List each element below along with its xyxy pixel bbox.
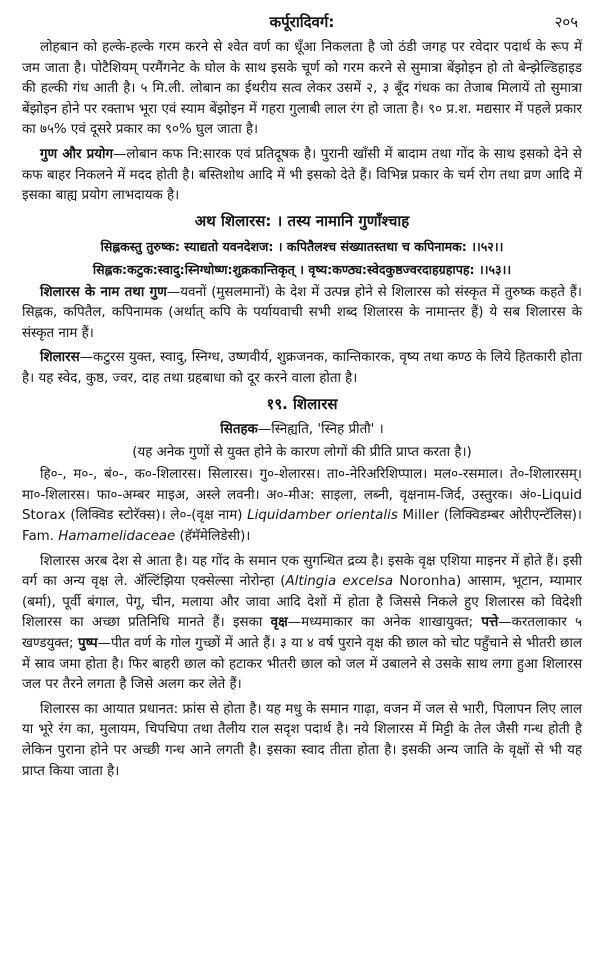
paragraph-import-properties: शिलारस का आयात प्रधानत: फ्रांस से होता है। यह मधु के समान गाढ़ा, वजन में जल से भारी, पिलापन लिए लाल या भूरे रंग का, मुलायम, चिपचिपा तथा तैलीय राल सदृश पदार्थ है। नये शिलारस में मिट्टी के तेल जैसी गन्ध होती है लेकिन पुराना होने पर अच्छी गन्ध आने लगती है। इसका स्वाद तीता होता है। इसकी अन्य जाति के वृक्षों से भी यह प्राप्त किया जाता है।	[22, 701, 582, 779]
label-leaves: पत्ते	[481, 615, 499, 631]
label-tree: वृक्ष	[270, 615, 288, 631]
paragraph-names-qualities	[22, 283, 582, 345]
paragraph-lead: गुण और प्रयोग	[40, 146, 113, 162]
etymology-lead: सितहक	[220, 422, 258, 438]
paragraph-lead: शिलारस	[40, 350, 80, 366]
text-run: हि०-, म०-, बं०-, क०-शिलारस। सिलारस। गु०-शेलारस। ता०-नेरिअरिशिप्पाल। मल०-रसमाल। ते०-शिलारसम्। मा०-शिलारस। फा०-अम्बर माइअ, अस्ले लवनी। अ०-मीअ: साइला, लब्नी, वृक्षनाम-जिर्द, उस्तुरक। अं०-Liquid Storax (लिक्विड स्टोरॅक्स)। ले०-(वृक्ष नाम)	[22, 467, 582, 524]
paragraph-lobaan-tests: लोहबान को हल्के-हल्के गरम करने से श्वेत वर्ण का धूँआ निकलता है जो ठंडी जगह पर रवेदार पदार्थ के रूप में जम जाता है। पोटैशियम् परमैंगनेट के घोल के साथ इसके चूर्ण को गरम करने से सुमात्रा बेंझोइन हो तो बेन्झेल्डिहाइड की हल्की गंध आती है। ५ मि.ली. लोबान का ईथरीय सत्व लेकर उसमें २, ३ बूँद गंधक का तेजाब मिलायें तो सुमात्रा बेंझोइन होने पर रक्ताभ भूरा एवं स्याम बेंझोइन में गहरा गुलाबी लाल रंग हो जाता है। ९० प्र.श. मद्यसार में पहले प्रकार का ७५% एवं दूसरे प्रकार का ९०% घुल जाता है।	[22, 40, 582, 138]
latin-name: Liquidamber orientalis	[247, 508, 398, 524]
section-heading-19: १९. शिलारस	[266, 394, 338, 413]
text-run: —करतलाकार ५ खण्डयुक्त;	[22, 615, 583, 652]
page-number: २०५	[554, 13, 578, 31]
section-heading-shilaras-names: अथ शिलारस: । तस्य नामानि गुणाँश्चाह	[194, 211, 410, 230]
text-run: (हॅमॅमेलिडेसी)।	[175, 529, 251, 545]
paragraph-origin-description	[22, 552, 582, 696]
paragraph-text: —कटुरस युक्त, स्वादु, स्निग्ध, उष्णवीर्य, शुक्रजनक, कान्तिकारक, वृष्य तथा कण्ठ के लिये हितकारी होता है। यह स्वेद, कुष्ठ, ज्वर, दाह तथा ग्रहबाधा को दूर करने वाला होता है।	[22, 350, 582, 386]
paragraph-properties-uses	[22, 145, 582, 207]
etymology-text: —स्निह्यति, 'स्निह प्रीतौ' ।	[257, 422, 384, 438]
verse-52: सिह्लकस्तु तुरुष्क: स्याद्यतो यवनदेशज: । कपितैलश्च संख्यातस्तथा च कपिनामक: ।।५२।।	[100, 239, 504, 255]
paragraph-shilaras-qualities	[22, 348, 582, 389]
text-run: —पीत वर्ण के गोल गुच्छों में आते हैं। ३ या ४ वर्ष पुराने वृक्ष की छाल को चोट पहुँचाने से भीतरी छाल में स्राव जमा होता है। फिर बाहरी छाल को हटाकर भीतरी छाल को जल में उबालने से उसके साथ लगा हुआ शिलारस जल पर तैरने लगता है जिसे अलग कर लेते हैं।	[22, 636, 582, 693]
text-run: शिलारस अरब देश से आता है। यह गोंद के समान एक सुगन्धित द्रव्य है। इसके वृक्ष एशिया माइनर में होते हैं। इसी वर्ग का अन्य वृक्ष ले. ॲल्टिंझिया एक्सेल्सा नोरोन्हा (	[22, 553, 582, 590]
text-run: —मध्यमाकार का अनेक शाखायुक्त;	[287, 615, 482, 631]
verse-53: सिह्लक:कटुक:स्वादु:स्निग्धोष्ण:शुक्रकान्तिकृत् । वृष्य:कण्ठ्य:स्वेदकुष्ठज्वरदाहग्रहापह: ।।५३।।	[92, 261, 512, 277]
etymology-note: (यह अनेक गुणों से युक्त होने के कारण लोगों की प्रीति प्राप्त करता है।)	[132, 444, 472, 460]
label-flowers: पुष्प	[78, 636, 98, 652]
text-run: Miller (लिक्विडम्बर ओरीएन्टॅलिस)। Fam.	[22, 508, 583, 545]
page-header	[22, 10, 582, 38]
text-run: Noronha) आसाम, भूटान, म्यामार (बर्मा), पूर्वी बंगाल, पेगू, चीन, मलाया और जावा आदि देशों में होता है जिससे निकले हुए शिलारस को विदेशी शिलारस का अच्छा प्रतिनिधि मानते हैं। इसका	[22, 574, 583, 631]
paragraph-text: —लोबान कफ नि:सारक एवं प्रतिदूषक है। पुरानी खाँसी में बादाम तथा गोंद के साथ इसको देने से कफ बाहर निकलने में मदद होती है। बस्तिशोथ आदि में भी इसको देते हैं। विभिन्न प्रकार के चर्म रोग तथा व्रण आदि में इसका बाह्य प्रयोग लाभदायक है।	[22, 146, 582, 204]
paragraph-vernacular-names	[22, 465, 582, 547]
paragraph-text: —यवनों (मुसलमानों) के देश में उत्पन्न होने से शिलारस को संस्कृत में तुरुष्क कहते हैं। सिह्लक, कपितैल, कपिनामक (अर्थात् कपि के पर्यायवाची सभी शब्द शिलारस के नामान्तर हैं) ये सब शिलारस के संस्कृत नाम हैं।	[22, 284, 582, 341]
etymology-line	[22, 420, 582, 441]
running-title: कर्पूरादिवर्ग:	[269, 13, 335, 31]
family-name: Hamamelidaceae	[58, 529, 176, 545]
paragraph-lead: शिलारस के नाम तथा गुण	[40, 284, 167, 300]
latin-name: Altingia excelsa	[285, 574, 394, 590]
